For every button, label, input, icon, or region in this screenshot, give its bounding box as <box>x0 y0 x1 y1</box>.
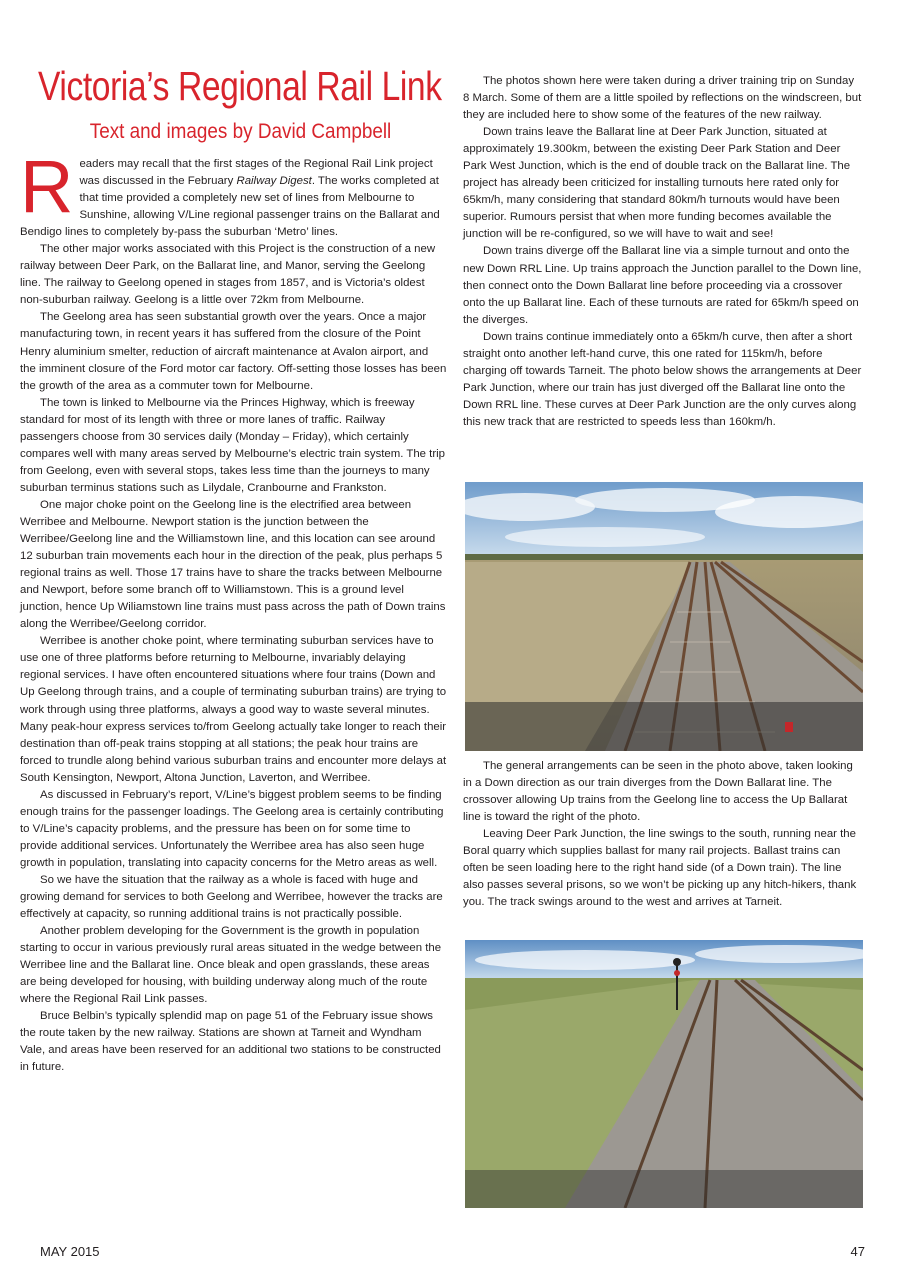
body-paragraph: The Geelong area has seen substantial growth over the years. Once a major manufacturing town, in recent years it has suffered from the closure of the Point Henry aluminium smelter, reduction of aircraft maintenance at Avalon airport, and the imminent closure of the Ford motor car factory. Off-setting those losses has been the growth of the area as a commuter town for Melbourne. <box>20 311 447 392</box>
intro-paragraph: Readers may recall that the first stages of the Regional Rail Link project was discussed in the February Railway Digest. The works completed at that time provided a completely new set of lines from Melbourne to Sunshine, allowing V/Line regional passenger trains on the Ballarat and Bendigo lines to completely by-pass the suburban ‘Metro’ lines. <box>20 145 440 239</box>
body-paragraph: As discussed in February’s report, V/Line’s biggest problem seems to be finding enough trains for the passenger loadings. The Geelong area is certainly contributing to V/Line’s capacity problems, and the pressure has been on for some time to provide additional services. Unfortunately the Werribee area has also seen huge growth in population, translating into capacity concerns for the Metro areas as well. <box>20 788 444 869</box>
body-paragraph: The photos shown here were taken during a driver training trip on Sunday 8 March. Some of them are a little spoiled by reflections on the windscreen, but they are included here to show some of the features of the new railway. <box>463 75 862 122</box>
body-paragraph: Down trains leave the Ballarat line at Deer Park Junction, situated at approximately 19.300km, between the existing Deer Park Station and Deer Park West Junction, which is the end of double track on the Ballarat line. The project has already been criticized for installing turnouts here rated only for 65km/h, many considering that standard 80km/h turnouts would have been superior. Rumours persist that when more funding becomes available the junction will be re-configured, so we will have to wait and see! <box>463 126 851 241</box>
drop-cap: R <box>20 145 74 228</box>
deer-park-junction-photo <box>465 482 863 751</box>
tarneit-track-photo <box>465 940 863 1208</box>
left-column <box>20 145 447 1077</box>
body-paragraph: Bruce Belbin’s typically splendid map on page 51 of the February issue shows the route taken by the new railway. Stations are shown at Tarneit and Wyndham Vale, and areas have been reserved for an additional two stations to be constructed in future. <box>20 1010 441 1074</box>
byline-text: Text and images by David Campbell <box>89 120 391 143</box>
article-byline <box>40 119 440 145</box>
issue-date: MAY 2015 <box>40 1244 100 1259</box>
body-paragraph: The general arrangements can be seen in the photo above, taken looking in a Down direction as our train diverges from the Down Ballarat line. The crossover allowing Up trains from the Geelong line to access the Up Ballarat line is toward the right of the photo. <box>463 760 853 824</box>
magazine-name: Railway Digest <box>236 175 312 188</box>
body-paragraph: The other major works associated with this Project is the construction of a new railway between Deer Park, on the Ballarat line, and Manor, serving the Geelong line. The railway to Geelong opened in stages from 1857, and is Victoria’s oldest non-suburban railway. Geelong is a little over 72km from Melbourne. <box>20 243 436 307</box>
page-number: 47 <box>850 1244 865 1259</box>
body-paragraph: Leaving Deer Park Junction, the line swings to the south, running near the Boral quarry which supplies ballast for many rail projects. Ballast trains can often be seen loading here to the right hand side (of a Down train). The line also passes several prisons, so we won’t be picking up any hitch-hikers, thank you. The track swings around to the west and arrives at Tarneit. <box>463 828 857 909</box>
track-photo-illustration <box>465 940 863 1208</box>
body-paragraph: Werribee is another choke point, where terminating suburban services have to use one of three platforms before returning to Melbourne, invariably delaying regional services. I have often encountered situations where four trains (Down and Up Geelong through trains, and a couple of terminating suburban trains) are trying to work through using three platforms, always a good way to waste several minutes. Many peak-hour express services to/from Geelong actually take longer to reach their destination than off-peak trains stopping at all stations; the peak hour trains are forced to trundle along behind various suburban trains and encounter more delays at South Kensington, Newport, Altona Junction, Laverton, and Werribee. <box>20 635 447 784</box>
junction-photo-illustration <box>465 482 863 751</box>
body-paragraph: Another problem developing for the Government is the growth in population starting to occur in various previously rural areas situated in the wedge between the Werribee line and the Ballarat line. Once bleak and open grasslands, these areas are being developed for housing, with building underway along much of the route where the Regional Rail Link passes. <box>20 925 442 1006</box>
right-column-top <box>463 73 863 431</box>
body-paragraph: Down trains diverge off the Ballarat line via a simple turnout and onto the new Down RRL Line. Up trains approach the Junction parallel to the Down line, then connect onto the Down Ballarat line before proceeding via a crossover onto the up Ballarat line. Each of these turnouts are rated for 65km/h speed on the diverges. <box>463 245 862 326</box>
body-paragraph: So we have the situation that the railway as a whole is faced with huge and growing demand for services to both Geelong and Werribee, however the tracks are effectively at capacity, so running additional trains is not practically possible. <box>20 873 443 921</box>
body-paragraph: The town is linked to Melbourne via the Princes Highway, which is freeway standard for most of its length with three or more lanes of traffic. Railway passengers choose from 30 services daily (Monday – Friday), which certainly compares well with many areas served by Melbourne’s electric train system. The trip from Geelong, even with several stops, takes less time than the journeys to many suburban terminus stations such as Lilydale, Cranbourne and Frankston. <box>20 396 445 494</box>
body-paragraph: One major choke point on the Geelong line is the electrified area between Werribee and Melbourne. Newport station is the junction between the Werribee/Geelong line and the Williamstown line, and this location can see around 12 suburban train movements each hour in the direction of the peak, plus perhaps 5 regional trains as well. Those 17 trains have to share the tracks between Melbourne and Newport, before some branch off to Williamstown. This is a ground level junction, hence Up Wiliamstown line trains must pass across the path of Down trains along the Werribee/Geelong corridor. <box>20 498 446 631</box>
article-title: Victoria’s Regional Rail Link <box>38 63 442 109</box>
right-column-bottom <box>463 758 863 911</box>
body-paragraph: Down trains continue immediately onto a 65km/h curve, then after a short straight onto another left-hand curve, this one rated for 115km/h, before charging off towards Tarneit. The photo below shows the arrangements at Deer Park Junction, where our train has just diverged off the Ballarat line onto the Down RRL line. These curves at Deer Park Junction are the only curves along this new track that are restricted to speeds less than 160km/h. <box>463 330 862 428</box>
